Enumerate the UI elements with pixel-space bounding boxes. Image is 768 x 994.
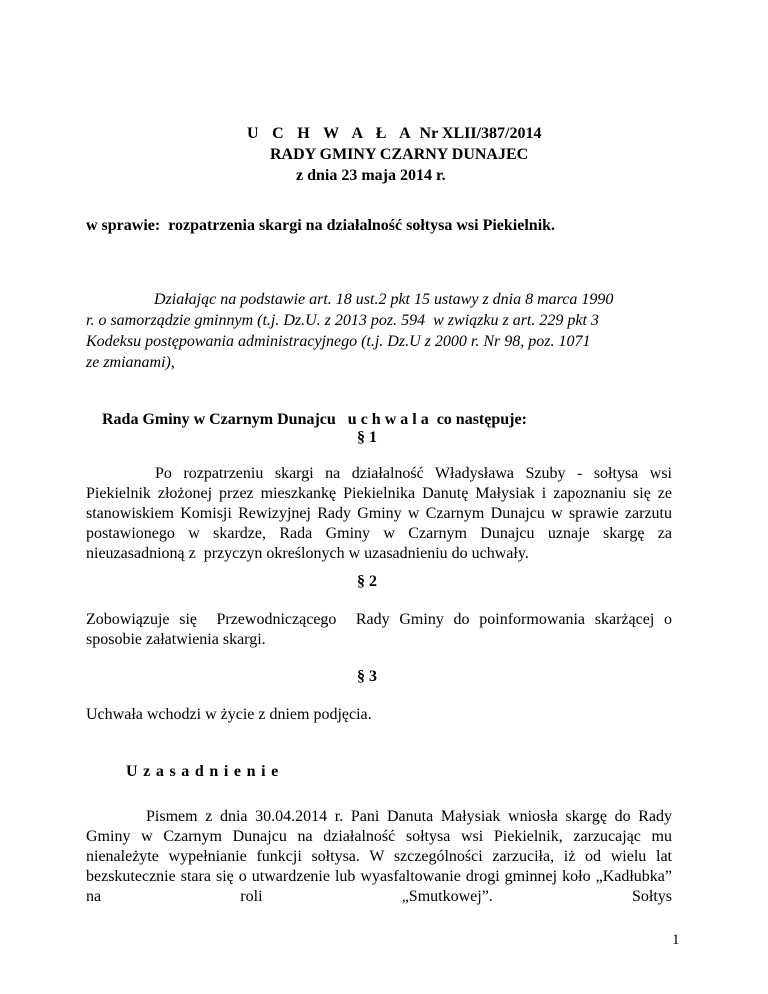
resolves-verb: u c h w a l a: [347, 411, 429, 428]
resolution-date: z dnia 23 maja 2014 r.: [296, 167, 446, 184]
legal-basis-line: Działając na podstawie art. 18 ust.2 pkt 15 ustawy z dnia 8 marca 1990: [154, 291, 614, 308]
resolution-subject: w sprawie: rozpatrzenia skargi na działalność sołtysa wsi Piekielnik.: [86, 217, 556, 234]
resolution-title: [247, 124, 541, 144]
page-number: 1: [672, 932, 680, 948]
resolves-subject: Rada Gminy w Czarnym Dunajcu: [102, 411, 336, 428]
justification-heading: U z a s a d n i e n i e: [126, 763, 280, 780]
section-mark: § 3: [357, 668, 377, 685]
section-mark: § 1: [357, 429, 377, 446]
resolution-number: Nr XLII/387/2014: [419, 125, 542, 142]
section-text: Uchwała wchodzi w życie z dniem podjęcia.: [86, 706, 372, 723]
legal-basis-line: ze zmianami),: [86, 354, 175, 371]
legal-basis-line: r. o samorządzie gminnym (t.j. Dz.U. z 2013 poz. 594 w związku z art. 229 pkt 3: [86, 312, 599, 329]
resolves-rest: co następuje:: [436, 411, 527, 428]
resolves-line: [86, 390, 527, 450]
section-text: Zobowiązuje się Przewodniczącego Rady Gminy do poinformowania skarżącej o sposobie załatwienia skargi.: [86, 611, 676, 648]
resolution-title-spaced: U C H W A Ł A: [247, 125, 416, 142]
section-mark: § 2: [357, 573, 377, 590]
legal-basis-line: Kodeksu postępowania administracyjnego (t.j. Dz.U z 2000 r. Nr 98, poz. 1071: [86, 333, 591, 350]
resolution-issuer: RADY GMINY CZARNY DUNAJEC: [270, 146, 529, 163]
justification-text: Pismem z dnia 30.04.2014 r. Pani Danuta Małysiak wniosła skargę do Rady Gminy w Czarnym Dunajcu na działalność sołtysa wsi Piekielnik, zarzucając mu nienależyte wypełnianie funkcji sołtysa. W szczególności zarzuciła, iż od wielu lat bezskutecznie stara się o utwardzenie lub wyasfaltowanie drogi gminnej koło „Kadłubka” na roli „Smutkowej”. Sołtys: [86, 808, 672, 905]
section-text: Po rozpatrzeniu skargi na działalność Władysława Szuby - sołtysa wsi Piekielnik złożonej przez mieszkankę Piekielnika Danutę Małysiak i zapoznaniu się ze stanowiskiem Komisji Rewizyjnej Rady Gminy w Czarnym Dunajcu w sprawie zarzutu postawionego w skardze, Rada Gminy w Czarnym Dunajcu uznaje skargę za nieuzasadnioną z przyczyn określonych w uzasadnieniu do uchwały.: [86, 465, 676, 562]
